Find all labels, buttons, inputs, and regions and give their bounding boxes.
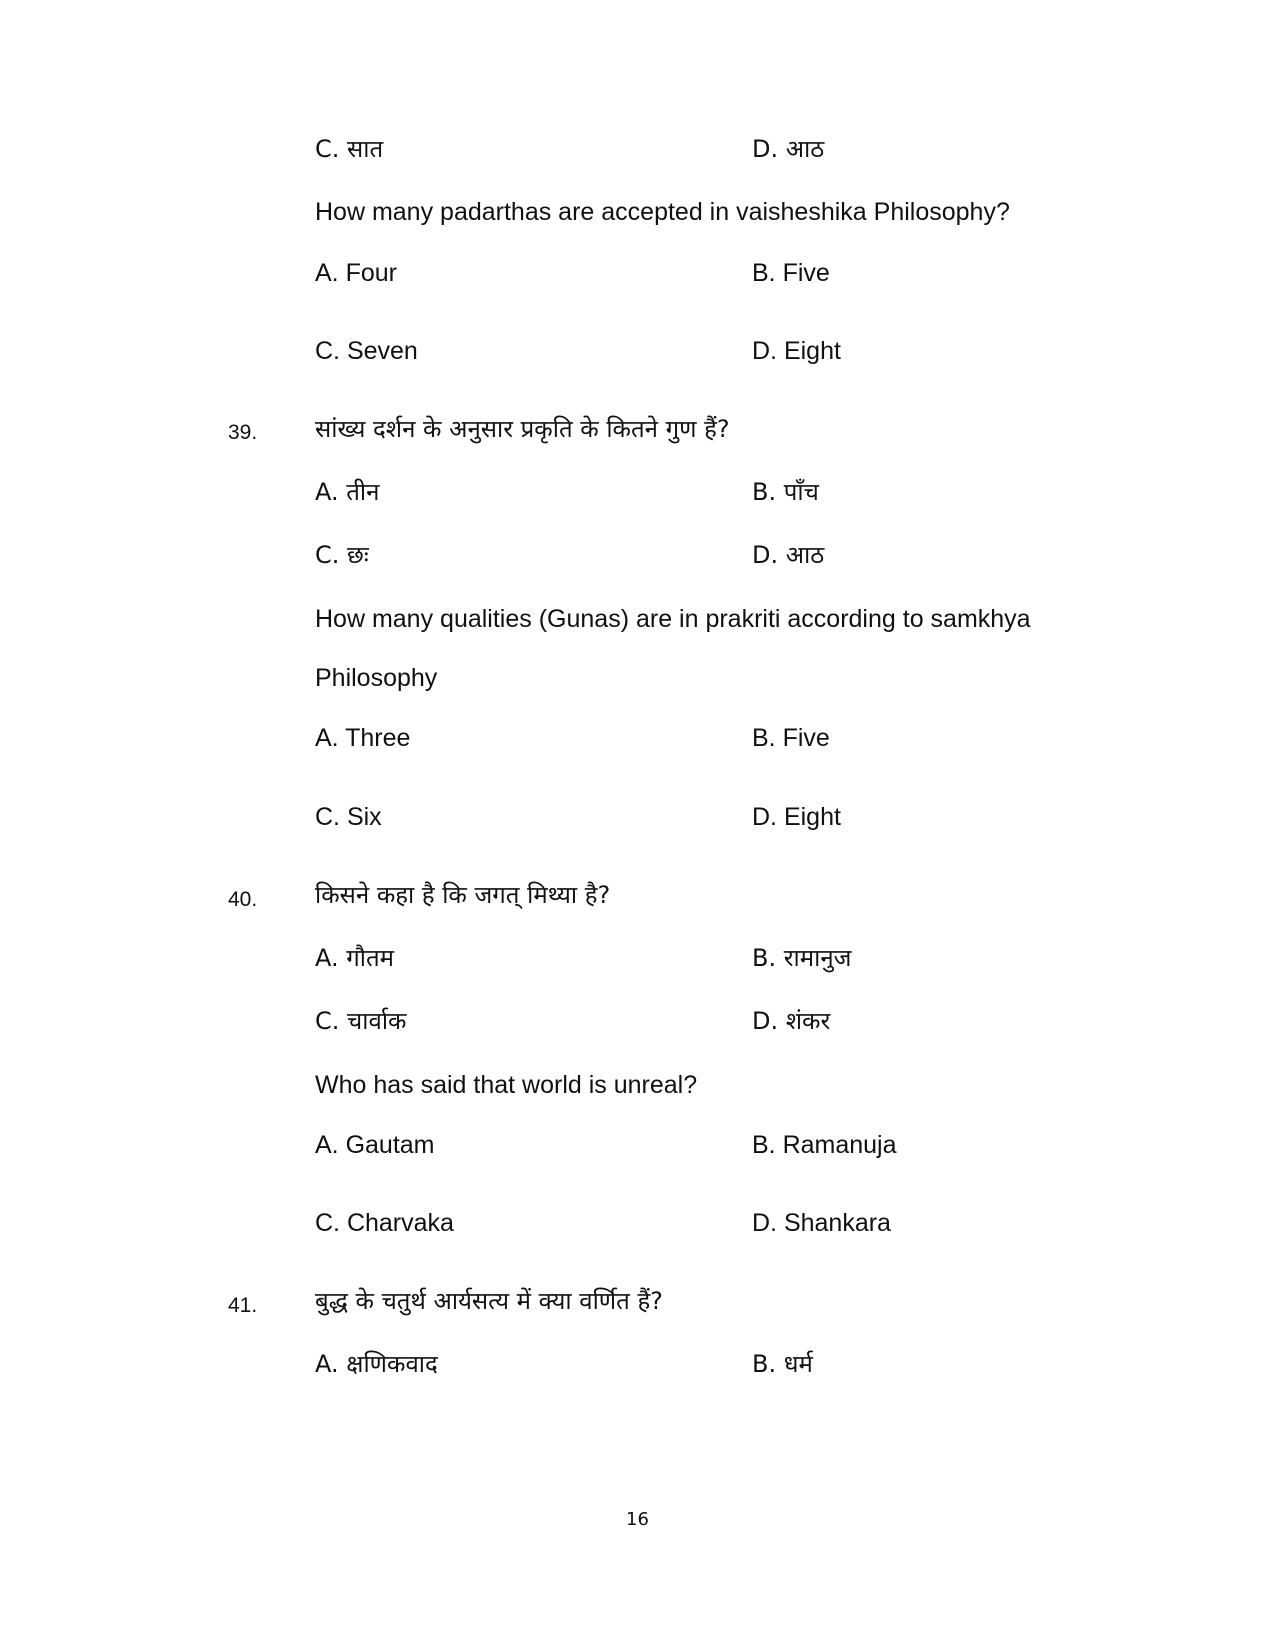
q41-hindi-option-a: A. क्षणिकवाद xyxy=(315,1350,438,1378)
q40-hindi-option-c: C. चार्वाक xyxy=(315,1007,407,1035)
page-number: 16 xyxy=(626,1509,649,1530)
prev-english-option-a: A. Four xyxy=(315,259,397,287)
q39-english-option-c: C. Six xyxy=(315,803,382,831)
q39-hindi-option-c: C. छः xyxy=(315,541,369,569)
prev-english-option-c: C. Seven xyxy=(315,337,418,365)
question-number-40: 40. xyxy=(228,888,258,911)
q39-english-text-line1: How many qualities (Gunas) are in prakriti according to samkhya xyxy=(315,605,1031,633)
prev-english-option-b: B. Five xyxy=(752,259,830,287)
q39-english-text-line2: Philosophy xyxy=(315,664,438,692)
prev-hindi-option-c: C. सात xyxy=(315,135,384,163)
q40-english-option-b: B. Ramanuja xyxy=(752,1131,897,1159)
q40-hindi-text: किसने कहा है कि जगत् मिथ्या है? xyxy=(315,881,611,909)
question-number-41: 41. xyxy=(228,1294,258,1317)
prev-english-option-d: D. Eight xyxy=(752,337,841,365)
q40-english-option-c: C. Charvaka xyxy=(315,1209,454,1237)
q41-hindi-option-b: B. धर्म xyxy=(752,1350,813,1378)
q40-hindi-option-b: B. रामानुज xyxy=(752,944,852,972)
q40-hindi-option-a: A. गौतम xyxy=(315,944,395,972)
q40-english-text: Who has said that world is unreal? xyxy=(315,1071,698,1099)
q39-english-option-d: D. Eight xyxy=(752,803,841,831)
q40-english-option-a: A. Gautam xyxy=(315,1131,435,1159)
q40-hindi-option-d: D. शंकर xyxy=(752,1007,831,1035)
q39-english-option-b: B. Five xyxy=(752,724,830,752)
q39-hindi-option-d: D. आठ xyxy=(752,541,825,569)
q39-hindi-option-b: B. पाँच xyxy=(752,478,819,506)
question-number-39: 39. xyxy=(228,421,258,444)
q40-english-option-d: D. Shankara xyxy=(752,1209,891,1237)
q39-english-option-a: A. Three xyxy=(315,724,411,752)
prev-question-english-text: How many padarthas are accepted in vaisheshika Philosophy? xyxy=(315,198,1010,226)
q39-hindi-option-a: A. तीन xyxy=(315,478,380,506)
q39-hindi-text: सांख्य दर्शन के अनुसार प्रकृति के कितने गुण हैं? xyxy=(315,415,730,443)
q41-hindi-text: बुद्ध के चतुर्थ आर्यसत्य में क्या वर्णित हैं? xyxy=(315,1287,663,1315)
prev-hindi-option-d: D. आठ xyxy=(752,135,825,163)
